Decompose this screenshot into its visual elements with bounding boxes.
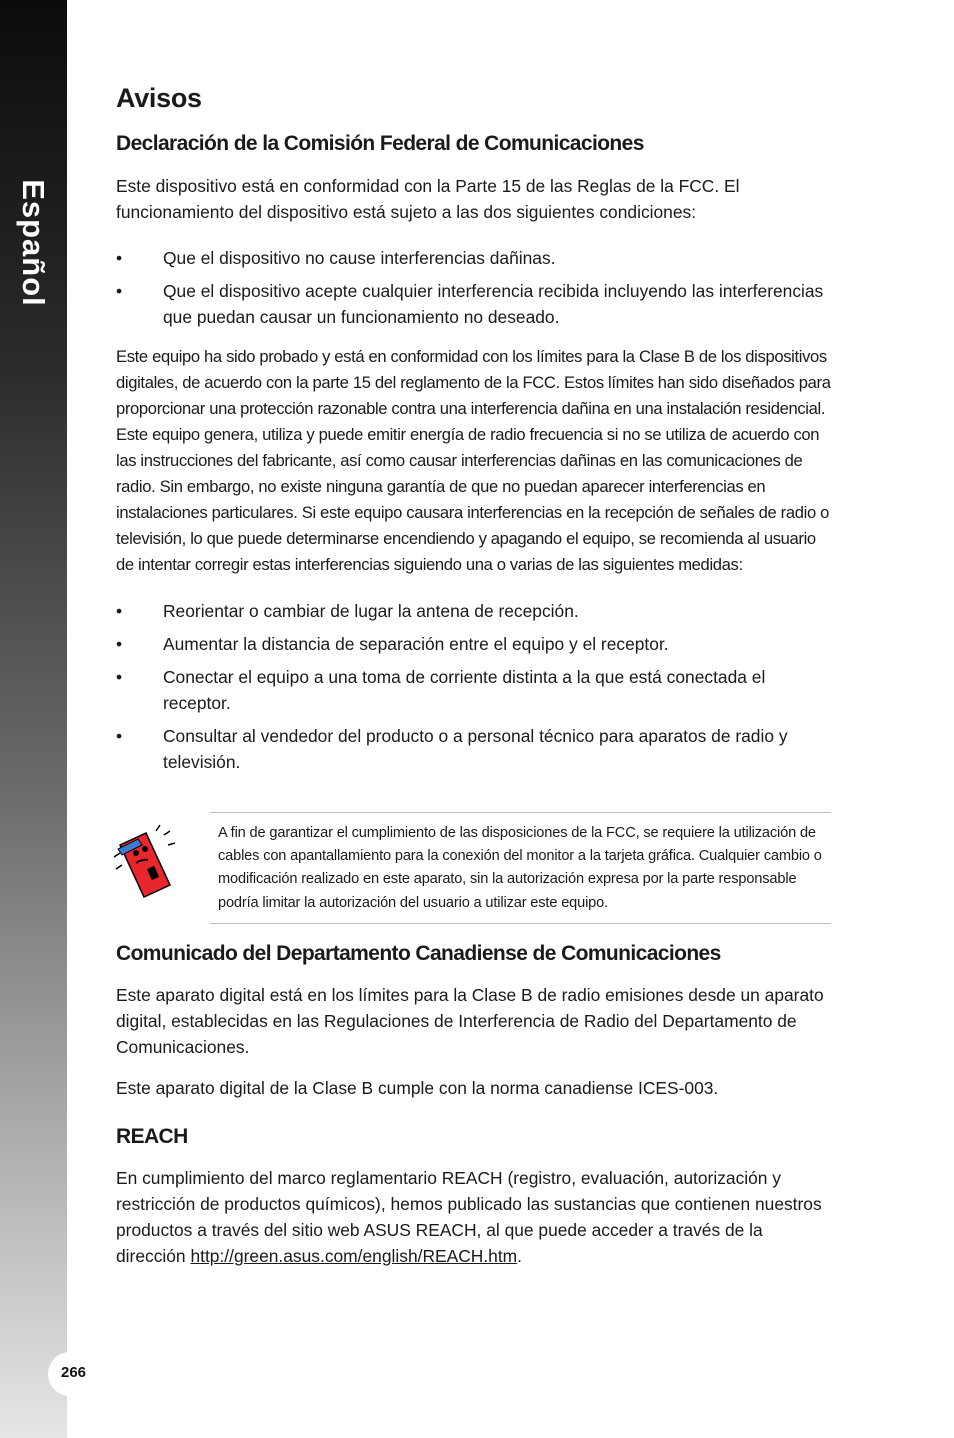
list-item: • Que el dispositivo acepte cualquier interferencia recibida incluyendo las interferencias que puedan causar un funcionamiento no deseado. [116,281,824,327]
fcc-conditions-list [116,245,832,330]
main-content [116,78,832,1269]
list-item: • Consultar al vendedor del producto o a personal técnico para aparatos de radio y televisión. [116,726,788,772]
canada-paragraph-2: Este aparato digital de la Clase B cumple con la norma canadiense ICES-003. [116,1077,719,1098]
list-item: • Aumentar la distancia de separación entre el equipo y el receptor. [116,634,669,654]
warning-card-icon [112,823,178,899]
page-number: 266 [61,1364,87,1381]
fcc-body: Este equipo ha sido probado y está en conformidad con los límites para la Clase B de los dispositivos digitales, de acuerdo con la parte 15 del reglamento de la FCC. Estos límites han sido diseñados para proporcionar una protección razonable contra una interferencia dañina en una instalación residencial. Este equipo genera, utiliza y puede emitir energía de radio frecuencia si no se utiliza de acuerdo con las instrucciones del fabricante, así como causar interferencias dañinas en las comunicaciones de radio. Sin embargo, no existe ninguna garantía de que no puedan aparecer interferencias en instalaciones particulares. Si este equipo causara interferencias en la recepción de señales de radio o televisión, lo que puede determinarse encendiendo y apagando el equipo, se recomienda al usuario de intentar corregir estas interferencias siguiendo una o varias de las siguientes medidas: [116,347,831,574]
list-item: • Reorientar o cambiar de lugar la antena de recepción. [116,601,579,621]
list-item: • Que el dispositivo no cause interferencias dañinas. [116,248,556,268]
note-text: A fin de garantizar el cumplimiento de las disposiciones de la FCC, se requiere la utilización de cables con apantallamiento para la conexión del monitor a la tarjeta gráfica. Cualquier cambio o modificación realizado en este aparato, sin la autorización expresa por la parte responsable podría limitar la autorización del usuario a utilizar este equipo. [218,825,822,911]
language-label: Español [16,179,51,307]
language-side-tab [0,0,67,1438]
canada-heading: Comunicado del Departamento Canadiense de Comunicaciones [116,941,721,965]
fcc-heading: Declaración de la Comisión Federal de Comunicaciones [116,132,644,155]
page-title: Avisos [116,83,202,113]
fcc-measures-list [116,598,832,775]
reach-paragraph: En cumplimiento del marco reglamentario REACH (registro, evaluación, autorización y restricción de productos químicos), hemos publicado las sustancias que contienen nuestros productos a través del sitio web ASUS REACH, al que puede acceder a través de la dirección http://green.asus.com/english/REACH.htm. [116,1167,822,1266]
fcc-intro: Este dispositivo está en conformidad con la Parte 15 de las Reglas de la FCC. El funcionamiento del dispositivo está sujeto a las dos siguientes condiciones: [116,176,740,222]
list-item: • Conectar el equipo a una toma de corriente distinta a la que está conectada el receptor. [116,667,766,713]
fcc-note [210,812,831,924]
page-number-badge [48,1352,92,1396]
reach-link[interactable]: http://green.asus.com/english/REACH.htm [190,1245,518,1266]
reach-heading: REACH [116,1124,188,1148]
canada-paragraph-1: Este aparato digital está en los límites para la Clase B de radio emisiones desde un aparato digital, establecidas en las Regulaciones de Interferencia de Radio del Departamento de Comunicaciones. [116,984,824,1057]
